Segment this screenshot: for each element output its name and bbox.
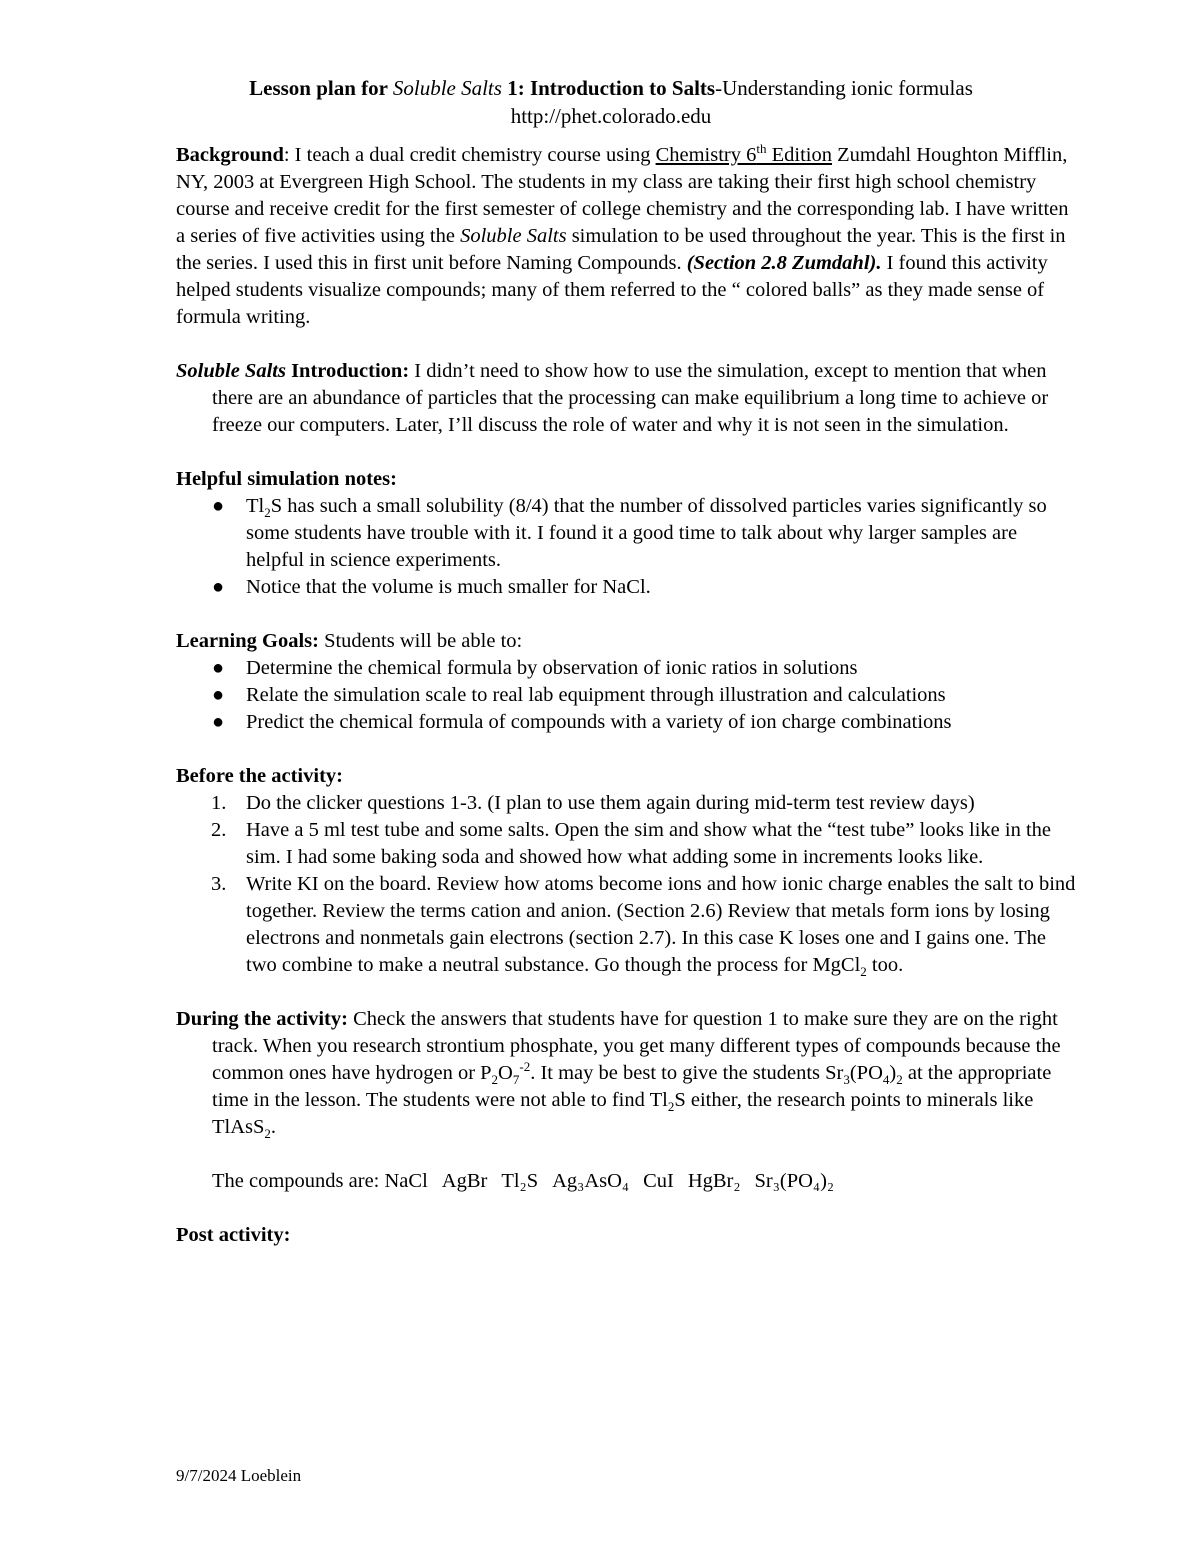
goals-heading-line (176, 628, 1076, 655)
list-item (176, 574, 1076, 601)
compound: Tl₂S (501, 1170, 539, 1192)
background-text-1: : I teach a dual credit chemistry course using (283, 144, 656, 166)
before-step-3-sub: 2 (860, 964, 867, 980)
list-number: 1. (211, 792, 227, 814)
compound: HgBr₂ (687, 1170, 741, 1192)
note1-b: S has such a small solubility (8/4) that the number of dissolved particles varies significantly so some students have trouble with it. I found it a good time to talk about why larger samples are helpful in science experiments. (246, 495, 1047, 571)
during-text-3: (PO (849, 1062, 883, 1084)
list-number: 3. (211, 873, 227, 895)
bullet-icon: ● (212, 495, 225, 517)
background-section-ref: (Section 2.8 Zumdahl). (686, 252, 882, 274)
before-section (176, 763, 1076, 979)
compound: CuI (643, 1170, 674, 1192)
compound: Ag₃AsO₄ (552, 1170, 630, 1192)
notes-section (176, 466, 1076, 601)
before-heading: Before the activity: (176, 765, 343, 787)
background-text-2: Zumdahl Houghton Mifflin, NY, 2003 at Evergreen High School. The students in my class are taking their first high school chemistry course and receive credit for the first semester of college chemistry and the corresponding lab. I have written a series of five activities using the (176, 144, 1069, 247)
during-text-7: . (270, 1116, 277, 1138)
textbook-title-text: Chemistry 6 (655, 144, 757, 166)
before-list (176, 790, 1076, 979)
during-paragraph (176, 1006, 1076, 1141)
compounds-lead: The compounds are: (212, 1170, 385, 1192)
note2: Notice that the volume is much smaller for NaCl. (246, 576, 651, 598)
during-text-4: ) (889, 1062, 897, 1084)
intro-sim-name: Soluble Salts (176, 360, 286, 382)
bullet-icon: ● (212, 684, 225, 706)
intro-heading: Introduction: (285, 360, 410, 382)
goals-list (176, 655, 1076, 736)
compound: Sr₃(PO₄)₂ (754, 1170, 835, 1192)
during-sub-tl: 2 (667, 1099, 675, 1115)
list-item (176, 709, 1076, 736)
bullet-icon: ● (212, 711, 225, 733)
during-sub-p: 2 (491, 1072, 499, 1088)
list-item (176, 817, 1076, 871)
before-step-2: Have a 5 ml test tube and some salts. Open the sim and show what the “test tube” looks like in the sim. I had some baking soda and showed how what adding some in increments looks like. (246, 819, 1052, 868)
intro-text: I didn’t need to show how to use the simulation, except to mention that when there are an abundance of particles that the processing can make equilibrium a long time to achieve or freeze our computers. Later, I’ll discuss the role of water and why it is not seen in the simulation. (212, 360, 1049, 436)
compounds-line (176, 1168, 1076, 1195)
document-body (176, 142, 1076, 1249)
list-number: 2. (211, 819, 227, 841)
background-text-4: I found this activity helped students visualize compounds; many of them referred to the “ colored balls” as they made sense of formula writing. (176, 252, 1048, 328)
during-sub-sr: 3 (843, 1072, 850, 1088)
list-item (176, 655, 1076, 682)
during-text-5: at the appropriate time in the lesson. The students were not able to find Tl (212, 1062, 1052, 1111)
goals-heading: Learning Goals: (176, 630, 319, 652)
title-main: 1: Introduction to Salts (501, 76, 716, 100)
goal-text: Relate the simulation scale to real lab equipment through illustration and calculations (246, 684, 946, 706)
during-text-1: Check the answers that students have for question 1 to make sure they are on the right track. When you research strontium phosphate, you get many different types of compounds because the common ones have hydrogen or P (212, 1008, 1061, 1084)
title-prefix: Lesson plan for (249, 76, 393, 100)
background-text-3: simulation to be used throughout the year. This is the first in the series. I used this in first unit before Naming Compounds. (176, 225, 1066, 274)
notes-heading: Helpful simulation notes: (176, 468, 397, 490)
during-text-6: S either, the research points to minerals like TlAsS (212, 1089, 1034, 1138)
background-sim-name: Soluble Salts (460, 225, 567, 247)
during-heading: During the activity: (176, 1008, 348, 1030)
during-text-2: . It may be best to give the students Sr (530, 1062, 844, 1084)
title-line (249, 76, 973, 100)
before-step-3a: Write KI on the board. Review how atoms become ions and how ionic charge enables the salt to bind together. Review the terms cation and anion. (Section 2.6) Review that metals form ions by losing electrons and nonmetals gain electrons (section 2.7). In this case K loses one and I gains one. The two combine to make a neutral substance. Go though the process for MgCl (246, 873, 1076, 976)
goals-section (176, 628, 1076, 736)
bullet-icon: ● (212, 657, 225, 679)
note1-sub: 2 (264, 505, 271, 521)
background-paragraph (176, 142, 1076, 331)
during-sub-as: 2 (264, 1126, 271, 1142)
bullet-icon: ● (212, 576, 225, 598)
post-heading: Post activity: (176, 1224, 291, 1246)
phet-url[interactable]: http://phet.colorado.edu (510, 104, 712, 128)
goal-text: Determine the chemical formula by observation of ionic ratios in solutions (246, 657, 858, 679)
list-item (176, 493, 1076, 574)
notes-list (176, 493, 1076, 601)
goals-lead: Students will be able to: (318, 630, 523, 652)
list-item (176, 682, 1076, 709)
before-step-1: Do the clicker questions 1-3. (I plan to use them again during mid-term test review days) (246, 792, 975, 814)
compound: AgBr (441, 1170, 488, 1192)
before-step-3b: too. (866, 954, 904, 976)
during-sub-o: 7 (512, 1072, 520, 1088)
textbook-edition-sup: th (756, 141, 767, 157)
during-sup-charge: -2 (519, 1059, 531, 1075)
title-subtitle: -Understanding ionic formulas (715, 76, 973, 100)
note1-a: Tl (246, 495, 265, 517)
background-heading: Background (176, 144, 284, 166)
page-footer: 9/7/2024 Loeblein (176, 1466, 302, 1485)
compound: NaCl (384, 1170, 428, 1192)
during-sub-po: 4 (882, 1072, 890, 1088)
textbook-edition: Edition (766, 144, 832, 166)
list-item (176, 790, 1076, 817)
during-o: O (498, 1062, 513, 1084)
textbook-title (655, 141, 832, 166)
introduction-paragraph (176, 358, 1076, 439)
list-item (176, 871, 1076, 979)
lesson-title (0, 74, 1200, 130)
title-sim-name: Soluble Salts (392, 76, 502, 100)
during-sub-paren: 2 (896, 1072, 903, 1088)
goal-text: Predict the chemical formula of compounds with a variety of ion charge combinations (246, 711, 952, 733)
